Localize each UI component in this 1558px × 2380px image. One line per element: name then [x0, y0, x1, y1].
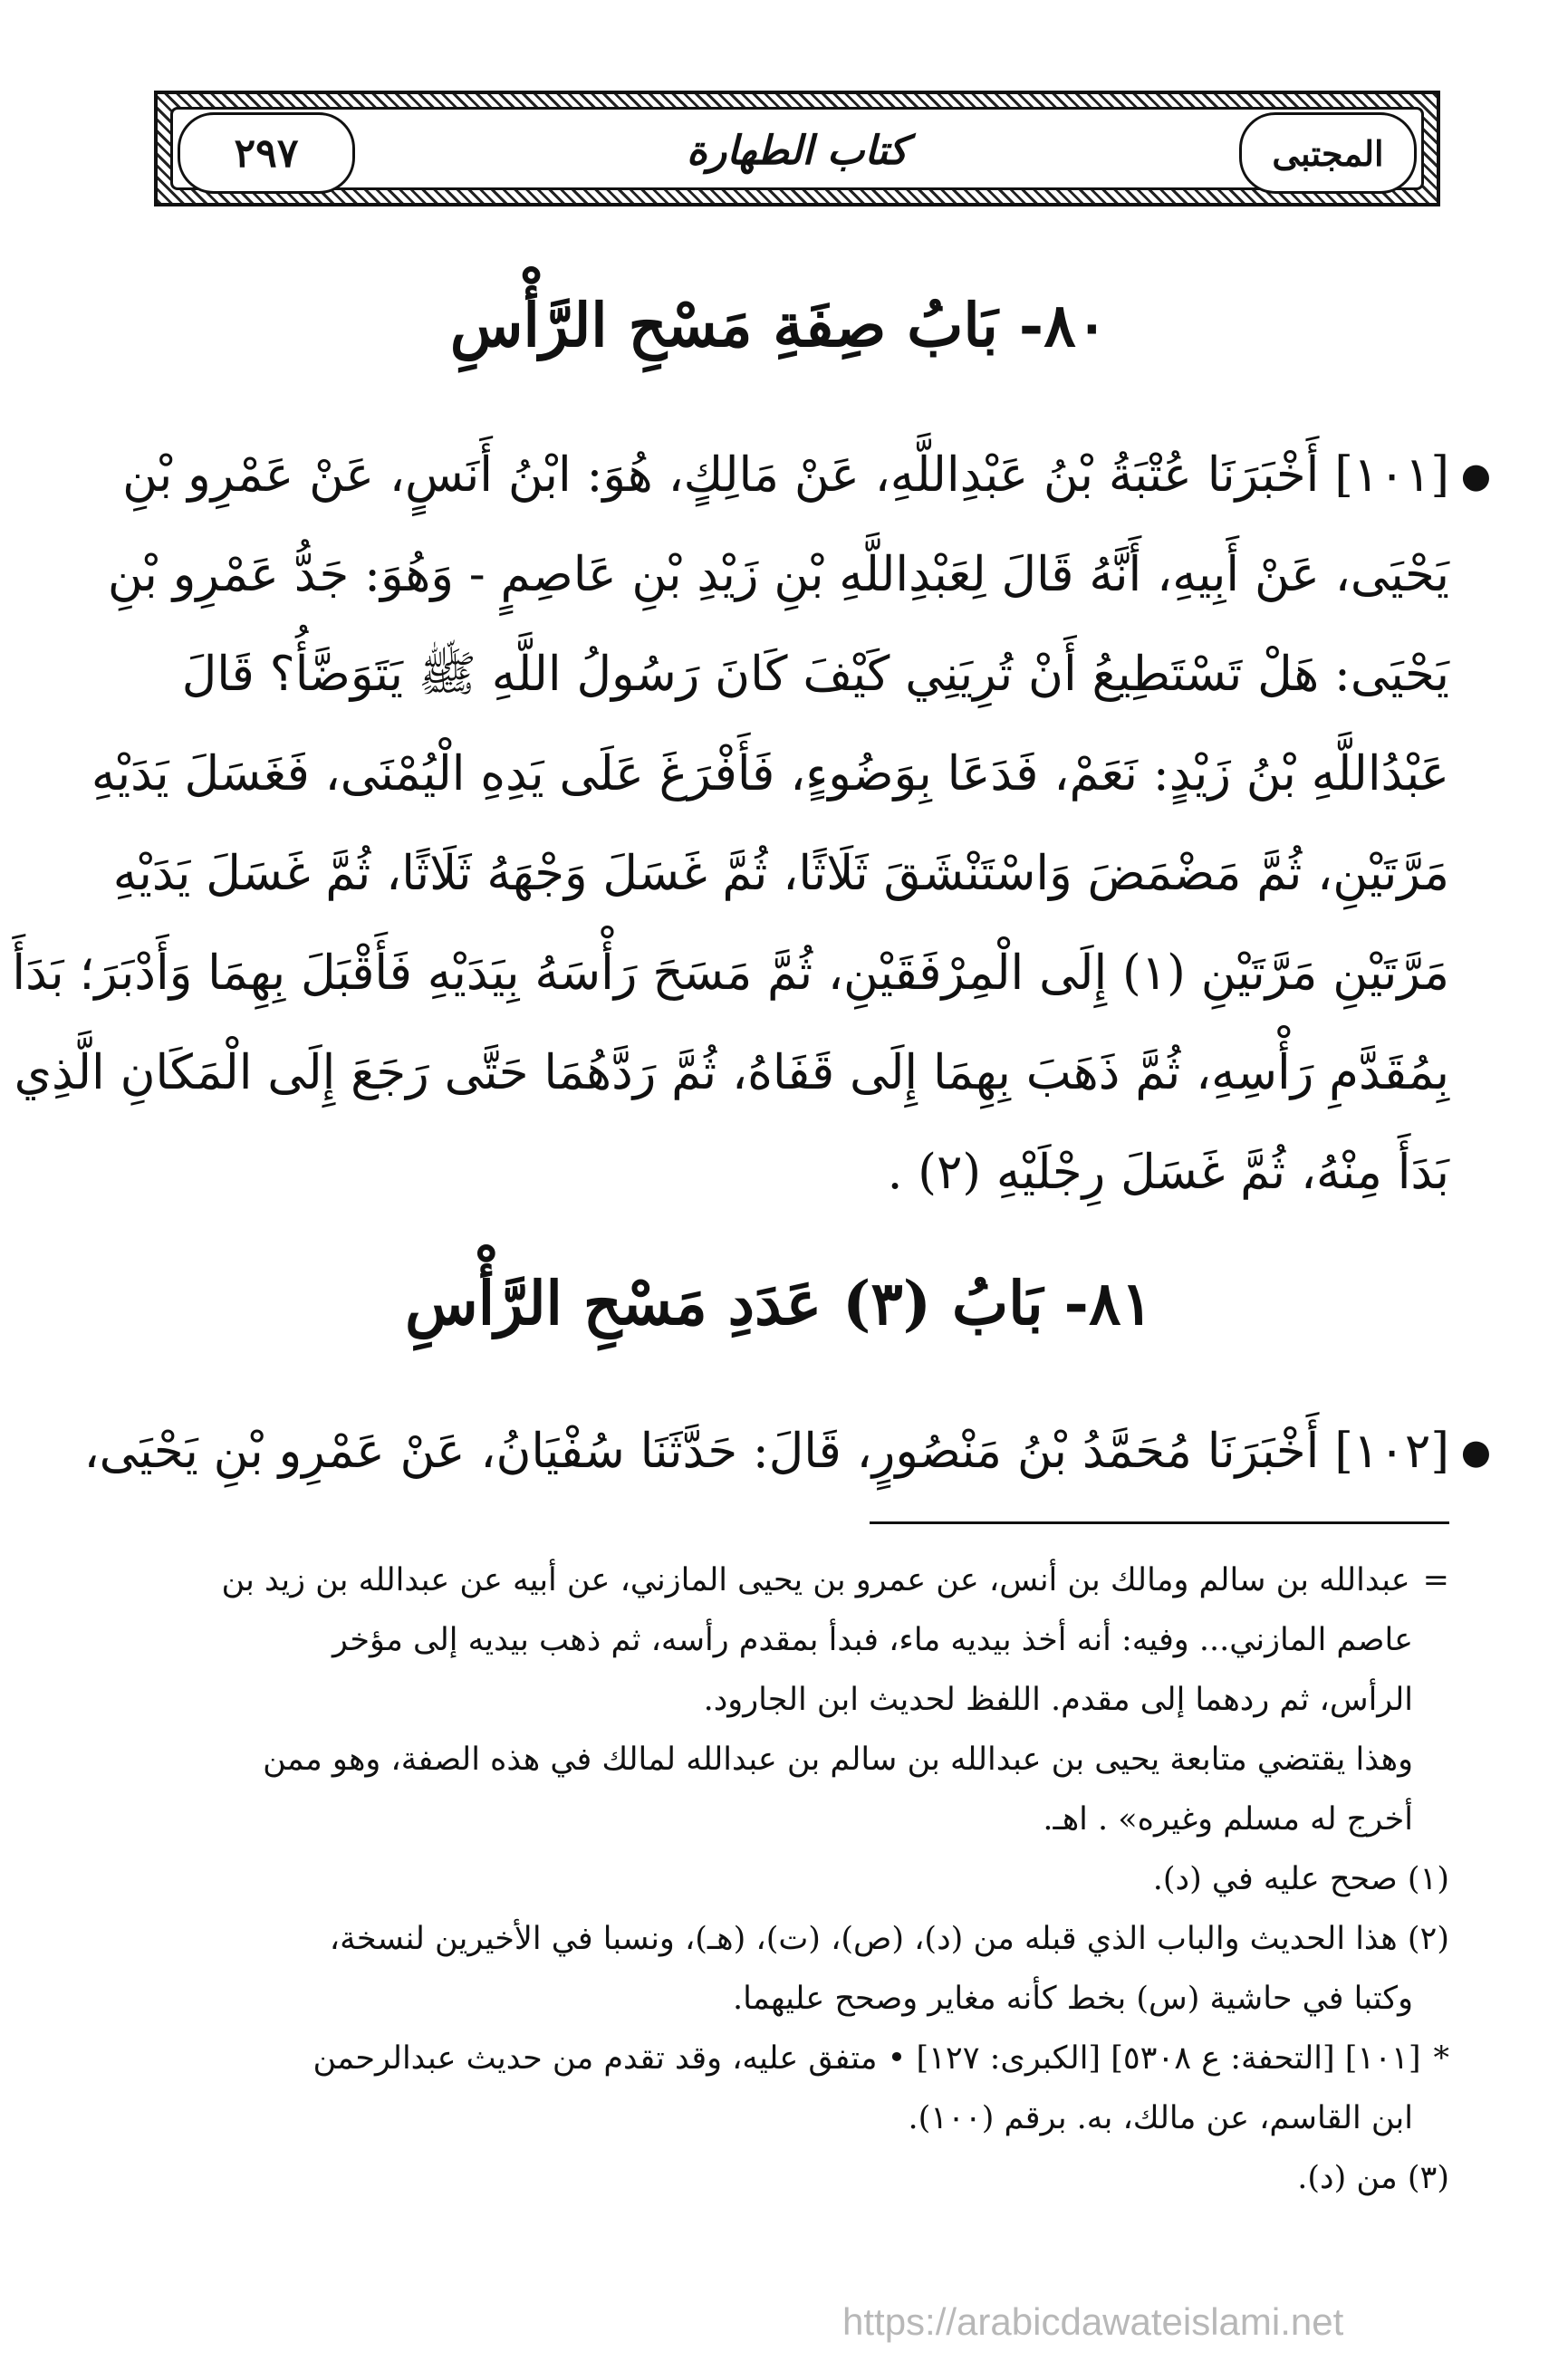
footnote-2-line: وكتبا في حاشية (س) بخط كأنه مغاير وصحح عليهما.: [733, 1981, 1413, 2017]
book-title: كتاب الطهارة: [686, 127, 909, 174]
footnote-continued: [136, 1553, 1449, 1607]
chapter-81-heading: ٨١- بَابُ (٣) عَدَدِ مَسْحِ الرَّأْسِ: [405, 1268, 1153, 1339]
continuation-marker: =: [1422, 1562, 1449, 1598]
footnote-line: أخرج له مسلم وغيره» . اهـ.: [1043, 1801, 1413, 1838]
hadith-102: [83, 1402, 1491, 1502]
hadith-101: [12, 426, 1491, 1223]
asterisk-icon: *: [1433, 2040, 1449, 2077]
series-label: المجتبى: [1239, 112, 1417, 194]
footnote-line: الرأس، ثم ردهما إلى مقدم. اللفظ لحديث ابن الجارود.: [703, 1682, 1413, 1718]
footnotes: [136, 1553, 1449, 2211]
takhrij-101: [136, 2031, 1449, 2086]
bullet-icon: ●: [1460, 456, 1491, 495]
chapter-80-heading: ٨٠- بَابُ صِفَةِ مَسْحِ الرَّأْسِ: [449, 290, 1109, 360]
takhrij-line: [١٠١] [التحفة: ع ٥٣٠٨] [الكبرى: ١٢٧] • متفق عليه، وقد تقدم من حديث عبدالرحمن: [313, 2040, 1421, 2077]
text-line: بَدَأَ مِنْهُ، ثُمَّ غَسَلَ رِجْلَيْهِ (٢) .: [887, 1145, 1449, 1200]
text-line: مَرَّتَيْنِ، ثُمَّ مَضْمَضَ وَاسْتَنْشَقَ ثَلَاثًا، ثُمَّ غَسَلَ وَجْهَهُ ثَلَاثًا، ثُمَّ غَسَلَ يَدَيْهِ: [112, 846, 1449, 901]
footnote-line: وهذا يقتضي متابعة يحيى بن عبدالله بن سالم بن عبدالله لمالك في هذه الصفة، وهو ممن: [263, 1742, 1413, 1778]
footnote-2: (٢) هذا الحديث والباب الذي قبله من (د)، (ص)، (ت)، (هـ)، ونسبا في الأخيرين لنسخة،: [329, 1921, 1449, 1957]
text-line: يَحْيَى: هَلْ تَسْتَطِيعُ أَنْ تُرِيَنِي كَيْفَ كَانَ رَسُولُ اللَّهِ ﷺ يَتَوَضَّأُ؟ قَالَ: [181, 647, 1449, 702]
footnote-3: (٣) من (د).: [1297, 2160, 1449, 2196]
text-line: مَرَّتَيْنِ مَرَّتَيْنِ (١) إِلَى الْمِرْفَقَيْنِ، ثُمَّ مَسَحَ رَأْسَهُ بِيَدَيْهِ فَأَقْبَلَ بِهِمَا وَأَدْبَرَ؛ بَدَأَ: [12, 945, 1449, 1001]
page-number: ٢٩٧: [178, 112, 355, 194]
footnote-line: عاصم المازني... وفيه: أنه أخذ بيديه ماء، فبدأ بمقدم رأسه، ثم ذهب بيديه إلى مؤخر: [332, 1622, 1413, 1658]
takhrij-line: ابن القاسم، عن مالك، به. برقم (١٠٠).: [908, 2100, 1413, 2136]
footnote-line: عبدالله بن سالم ومالك بن أنس، عن عمرو بن يحيى المازني، عن أبيه عن عبدالله بن زيد بن: [221, 1562, 1410, 1598]
text-line: [١٠٢] أَخْبَرَنَا مُحَمَّدُ بْنُ مَنْصُورٍ، قَالَ: حَدَّثَنَا سُفْيَانُ، عَنْ عَمْرِو بْنِ يَحْيَى،: [83, 1424, 1449, 1479]
footnote-divider: [870, 1521, 1449, 1524]
page-header: [154, 91, 1440, 206]
text-line: [١٠١] أَخْبَرَنَا عُتْبَةُ بْنُ عَبْدِاللَّهِ، عَنْ مَالِكٍ، هُوَ: ابْنُ أَنَسٍ، عَنْ عَمْرِو بْنِ: [122, 447, 1449, 503]
text-line: بِمُقَدَّمِ رَأْسِهِ، ثُمَّ ذَهَبَ بِهِمَا إِلَى قَفَاهُ، ثُمَّ رَدَّهُمَا حَتَّى رَجَعَ إِلَى الْمَكَانِ الَّذِي: [14, 1045, 1449, 1100]
bullet-icon: ●: [1460, 1432, 1491, 1472]
footnote-1: (١) صحح عليه في (د).: [1152, 1861, 1449, 1897]
text-line: عَبْدُاللَّهِ بْنُ زَيْدٍ: نَعَمْ، فَدَعَا بِوَضُوءٍ، فَأَفْرَغَ عَلَى يَدِهِ الْيُمْنَى، فَغَسَلَ يَدَيْهِ: [91, 746, 1449, 801]
watermark-url: https://arabicdawateislami.net: [842, 2300, 1344, 2343]
text-line: يَحْيَى، عَنْ أَبِيهِ، أَنَّهُ قَالَ لِعَبْدِاللَّهِ بْنِ زَيْدِ بْنِ عَاصِمٍ - وَهُوَ: جَدُّ عَمْرِو بْنِ: [107, 547, 1449, 602]
